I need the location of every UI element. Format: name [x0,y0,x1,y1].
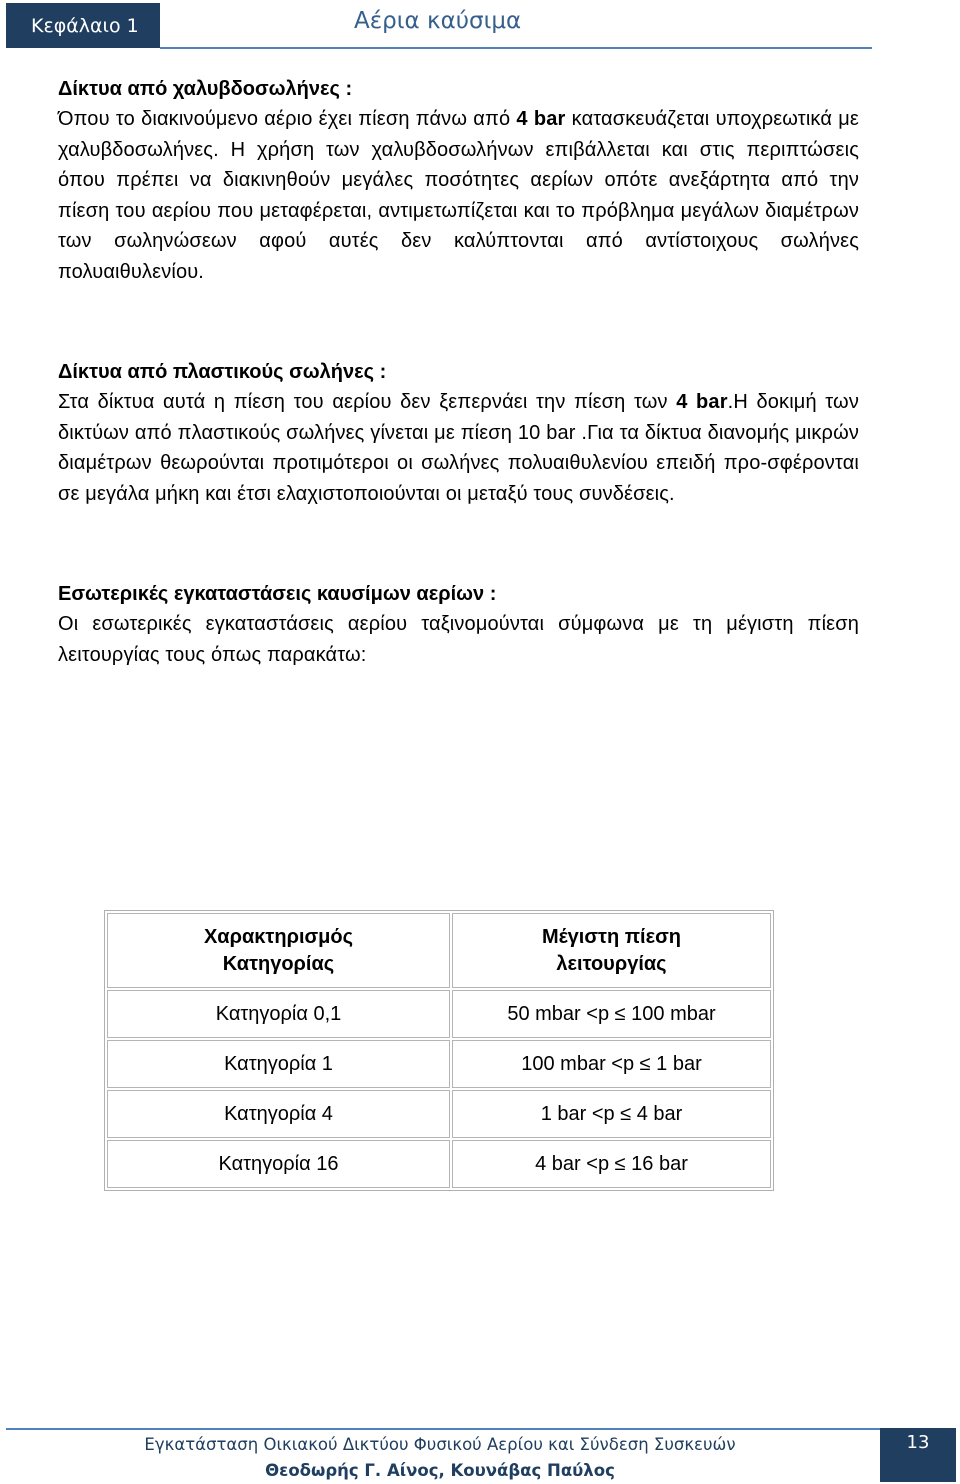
table-cell-category: Κατηγορία 0,1 [107,990,450,1038]
header-line: Χαρακτηρισμός [203,925,354,948]
emphasis-text: 4 bar [516,108,566,130]
section-paragraph-plastic-pipes [58,387,859,509]
header-divider [160,47,872,49]
text-run: Στα δίκτυα αυτά η πίεση του αερίου δεν ξεπερνάει την πίεση των [58,391,677,413]
table-cell-pressure: 50 mbar <p ≤ 100 mbar [452,990,771,1038]
footer-authors: Θεοδωρής Γ. Αίνος, Κουνάβας Παύλος [265,1461,615,1480]
text-run: Οι εσωτερικές εγκαταστάσεις αερίου ταξινομούνται σύμφωνα με τη μέγιστη πίεση λειτουργίας τους όπως παρακάτω: [58,613,859,666]
chapter-label: Κεφάλαιο 1 [6,3,160,48]
table-row [107,1040,771,1088]
table-header-max-pressure [452,913,771,988]
pressure-category-table [104,910,774,1191]
footer-title: Εγκατάσταση Οικιακού Δικτύου Φυσικού Αερίου και Σύνδεση Συσκευών [144,1435,736,1454]
section-heading-steel-pipes: Δίκτυα από χαλυβδοσωλήνες : [58,78,353,100]
table-header-category [107,913,450,988]
text-run: Όπου το διακινούμενο αέριο έχει πίεση πάνω από [58,108,517,130]
section-heading-internal-installations: Εσωτερικές εγκαταστάσεις καυσίμων αερίων : [58,583,497,605]
table-row [107,990,771,1038]
text-run: .Η δοκιμή των δικτύων από πλαστικούς σωλήνες γίνεται με πίεση 10 bar .Για τα δίκτυα διανομής μικρών διαμέτρων θεωρούνται προτιμότεροι οι σωλήνες πολυαιθυλενίου επειδή προ-σφέρονται σε μεγάλα μήκη και έτσι ελαχιστοποιούνται οι μεταξύ τους συνδέσεις. [58,391,859,505]
document-body [58,74,859,670]
table-cell-pressure: 100 mbar <p ≤ 1 bar [452,1040,771,1088]
section-heading-plastic-pipes: Δίκτυα από πλαστικούς σωλήνες : [58,361,387,383]
header-line: Κατηγορίας [222,952,335,975]
footer-divider [6,1428,880,1430]
text-run: κατασκευάζεται υποχρεωτικά με χαλυβδοσωλήνες. Η χρήση των χαλυβδοσωλήνων επιβάλλεται και στις περιπτώσεις όπου πρέπει να διακινηθούν μεγάλες ποσότητες αερίων οπότε ανεξάρτητα από την πίεση του αερίου που μεταφέρεται, αντιμετωπίζεται και το πρόβλημα μεγάλων διαμέτρων των σωληνώσεων αφού αυτές δεν καλύπτονται από αντίστοιχους σωλήνες πολυαιθυλενίου. [58,108,859,283]
table-cell-category: Κατηγορία 1 [107,1040,450,1088]
table-header-row [107,913,771,988]
section-paragraph-steel-pipes [58,104,859,287]
header-line: Μέγιστη πίεση [541,925,681,948]
table-row [107,1140,771,1188]
table-cell-pressure: 1 bar <p ≤ 4 bar [452,1090,771,1138]
table-cell-category: Κατηγορία 16 [107,1140,450,1188]
page-number: 13 [880,1428,956,1482]
table-cell-category: Κατηγορία 4 [107,1090,450,1138]
table-cell-pressure: 4 bar <p ≤ 16 bar [452,1140,771,1188]
header-line: λειτουργίας [556,952,667,975]
chapter-title: Αέρια καύσιμα [354,8,522,34]
section-paragraph-internal-installations [58,609,859,670]
footer [0,1432,880,1484]
table-row [107,1090,771,1138]
emphasis-text: 4 bar [676,391,728,413]
